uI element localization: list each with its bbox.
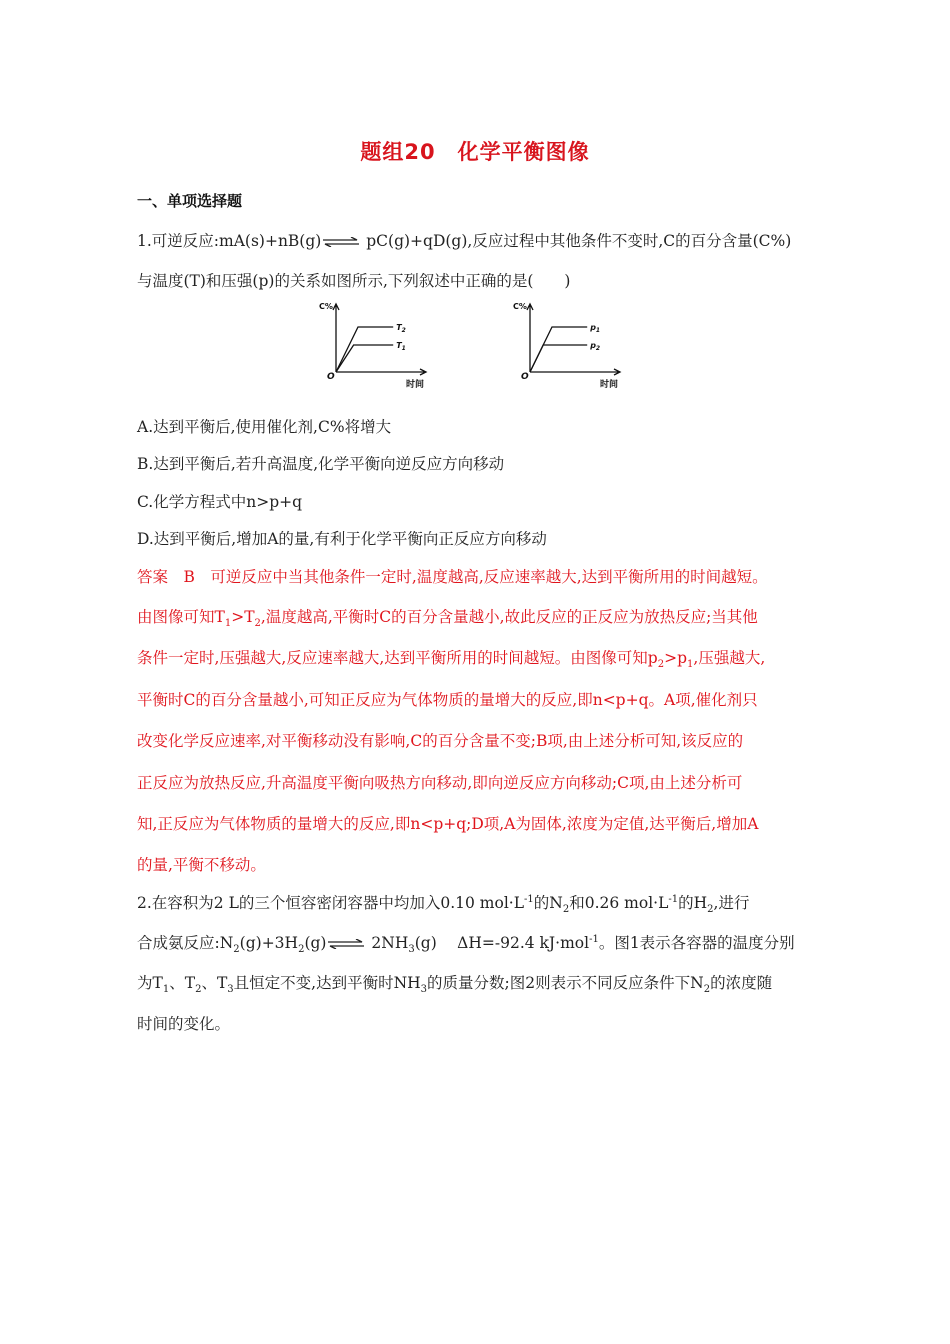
x-axis-label: 时间 [600,380,619,390]
answer-line-5: 改变化学反应速率,对平衡移动没有影响,C的百分含量不变;B项,由上述分析可知,该反应的 [137,732,744,750]
chart-1-series [336,323,406,372]
q2-line-4: 时间的变化。 [137,1015,231,1033]
q1-text-a: 1.可逆反应:mA(s)+nB(g) [137,232,322,250]
answer-line-7: 知,正反应为气体物质的量增大的反应,即n<p+q;D项,A为固体,浓度为定值,达平衡后,增加A [137,815,759,833]
answer-line-4: 平衡时C的百分含量越小,可知正反应为气体物质的量增大的反应,即n<p+q。A项,催化剂只 [137,691,758,709]
answer-line-1: 答案 B 可逆反应中当其他条件一定时,温度越高,反应速率越大,达到平衡所用的时间越短。 [137,568,768,586]
y-axis [527,304,533,372]
equilibrium-arrow-icon [321,237,361,247]
series-line-p1 [530,327,587,372]
q2-line-2: 合成氨反应$:N_2(g)+3H_2(g)$ $2NH_3(g)$ ΔH=-92.4 kJ·mol$^{-1}$。图1表示各容器的温度分别 [137,933,795,956]
y-axis-label: C% [513,302,527,311]
series-line-p2 [530,345,587,372]
series-line-T2 [336,327,393,372]
answer-line-6: 正反应为放热反应,升高温度平衡向吸热方向移动,即向逆反应方向移动;C项,由上述分析可 [137,774,743,792]
option-c: C.化学方程式中n>p+q [137,493,303,511]
equilibrium-arrow-icon [326,939,366,949]
page-title: 题组20 化学平衡图像 [360,140,590,164]
x-axis [530,369,620,375]
series-line-T1 [336,345,393,372]
series-label-T1: $T_1$ [396,341,406,352]
chart-pressure [510,296,630,392]
q2-line-3: 为$T_1$、$T_2$、$T_3$且恒定不变,达到平衡时$NH_3$的质量分数;图2则表示不同反应条件下$N_2$的浓度随 [137,974,773,996]
y-axis [333,304,339,372]
origin-label: O [521,372,529,382]
section-heading: 一、单项选择题 [137,192,243,210]
option-d: D.达到平衡后,增加A的量,有利于化学平衡向正反应方向移动 [137,530,547,548]
series-label-p1: $p_1$ [590,323,601,334]
answer-line-3: 条件一定时,压强越大,反应速率越大,达到平衡所用的时间越短。由图像可知$p_2>p_1$,压强越大, [137,649,766,671]
q1-text-b: pC(g)+qD(g),反应过程中其他条件不变时,C的百分含量(C%) [361,232,792,250]
chart-temperature [318,296,438,392]
x-axis [336,369,426,375]
answer-line-2: 由图像可知$T_1>T_2$,温度越高,平衡时C的百分含量越小,故此反应的正反应为放热反应;当其他 [137,608,758,630]
origin-label: O [327,372,335,382]
y-axis-label: C% [319,302,333,311]
option-b: B.达到平衡后,若升高温度,化学平衡向逆反应方向移动 [137,455,505,473]
series-label-T2: $T_2$ [396,323,406,334]
series-label-p2: $p_2$ [590,341,601,352]
q2-line-1: 2.在容积为2 L的三个恒容密闭容器中均加入0.10 $mol\cdot L^{-1}$的$N_2$和0.26 $mol\cdot L^{-1}$的$H_2$,进行 [137,893,750,916]
chart-2-series [530,323,600,372]
answer-line-8: 的量,平衡不移动。 [137,856,266,874]
q1-line1 [137,229,791,251]
q1-line2: 与温度(T)和压强(p)的关系如图所示,下列叙述中正确的是( ) [137,272,571,290]
option-a: A.达到平衡后,使用催化剂,C%将增大 [137,418,392,436]
x-axis-label: 时间 [406,380,425,390]
